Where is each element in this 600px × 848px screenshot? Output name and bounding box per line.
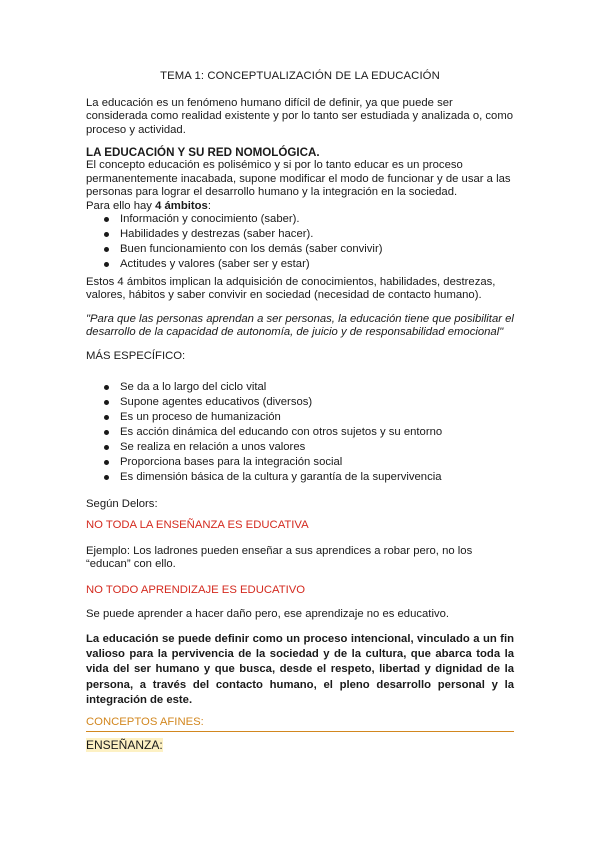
ambitos-bold: 4 ámbitos: [155, 199, 208, 212]
list-item: Se realiza en relación a unos valores: [86, 440, 516, 455]
specific-list: [86, 380, 516, 485]
section-body: El concepto educación es polisémico y si por lo tanto educar es un proceso permanentemente inacabada, supone modificar el modo de funcionar y de usar a las personas para lograr el desarrollo humano y la integración en la sociedad.: [86, 159, 511, 199]
list-item: Habilidades y destrezas (saber hacer).: [86, 227, 516, 242]
ambitos-list: [86, 212, 516, 272]
list-item: Actitudes y valores (saber ser y estar): [86, 257, 516, 272]
ambitos-colon: :: [207, 199, 211, 212]
red-heading-ensenanza: NO TODA LA ENSEÑANZA ES EDUCATIVA: [86, 519, 309, 531]
ambitos-lead: Para ello hay: [86, 199, 156, 212]
list-item: Buen funcionamiento con los demás (saber convivir): [86, 242, 516, 257]
ambitos-paragraph: Estos 4 ámbitos implican la adquisición de conocimientos, habilidades, destrezas, valores, hábitos y saber convivir en sociedad (necesidad de contacto humano).: [86, 276, 496, 302]
harm-paragraph: Se puede aprender a hacer daño pero, ese aprendizaje no es educativo.: [86, 608, 450, 620]
list-item: Proporciona bases para la integración social: [86, 455, 516, 470]
list-item: Es un proceso de humanización: [86, 410, 516, 425]
intro-paragraph: La educación es un fenómeno humano difícil de definir, ya que puede ser considerada como realidad existente y por lo tanto ser estudiada y analizada o, como proceso y actividad.: [86, 97, 514, 136]
delors-line: Según Delors:: [86, 498, 158, 510]
section-divider: [86, 731, 514, 732]
section-heading: LA EDUCACIÓN Y SU RED NOMOLÓGICA.: [86, 146, 320, 159]
conceptos-afines-heading: CONCEPTOS AFINES:: [86, 716, 204, 728]
definition-paragraph: La educación se puede definir como un proceso intencional, vinculado a un fin valioso para la pervivencia de la sociedad y de la cultura, que abarca toda la vida del ser humano y que busca, desde el respeto, libertad y dignidad de la persona, a través del contacto humano, el pleno desarrollo personal y la integración de este.: [86, 633, 514, 706]
ensenanza-label: ENSEÑANZA:: [86, 738, 163, 752]
list-item: Información y conocimiento (saber).: [86, 212, 516, 227]
quote-paragraph: "Para que las personas aprendan a ser personas, la educación tiene que posibilitar el desarrollo de la capacidad de autonomía, de juicio y de responsabilidad emocional": [86, 313, 514, 339]
ambitos-line: [86, 200, 516, 213]
list-item: Supone agentes educativos (diversos): [86, 395, 516, 410]
specific-heading: MÁS ESPECÍFICO:: [86, 350, 186, 362]
list-item: Se da a lo largo del ciclo vital: [86, 380, 516, 395]
red-heading-aprendizaje: NO TODO APRENDIZAJE ES EDUCATIVO: [86, 584, 306, 596]
example-paragraph: Ejemplo: Los ladrones pueden enseñar a sus aprendices a robar pero, no los “educan” con ello.: [86, 545, 473, 571]
section-red-nomologica: [86, 146, 516, 272]
list-item: Es acción dinámica del educando con otros sujetos y su entorno: [86, 425, 516, 440]
ensenanza-heading: [86, 739, 516, 752]
document-title: TEMA 1: CONCEPTUALIZACIÓN DE LA EDUCACIÓN: [160, 70, 440, 82]
list-item: Es dimensión básica de la cultura y garantía de la supervivencia: [86, 470, 516, 485]
